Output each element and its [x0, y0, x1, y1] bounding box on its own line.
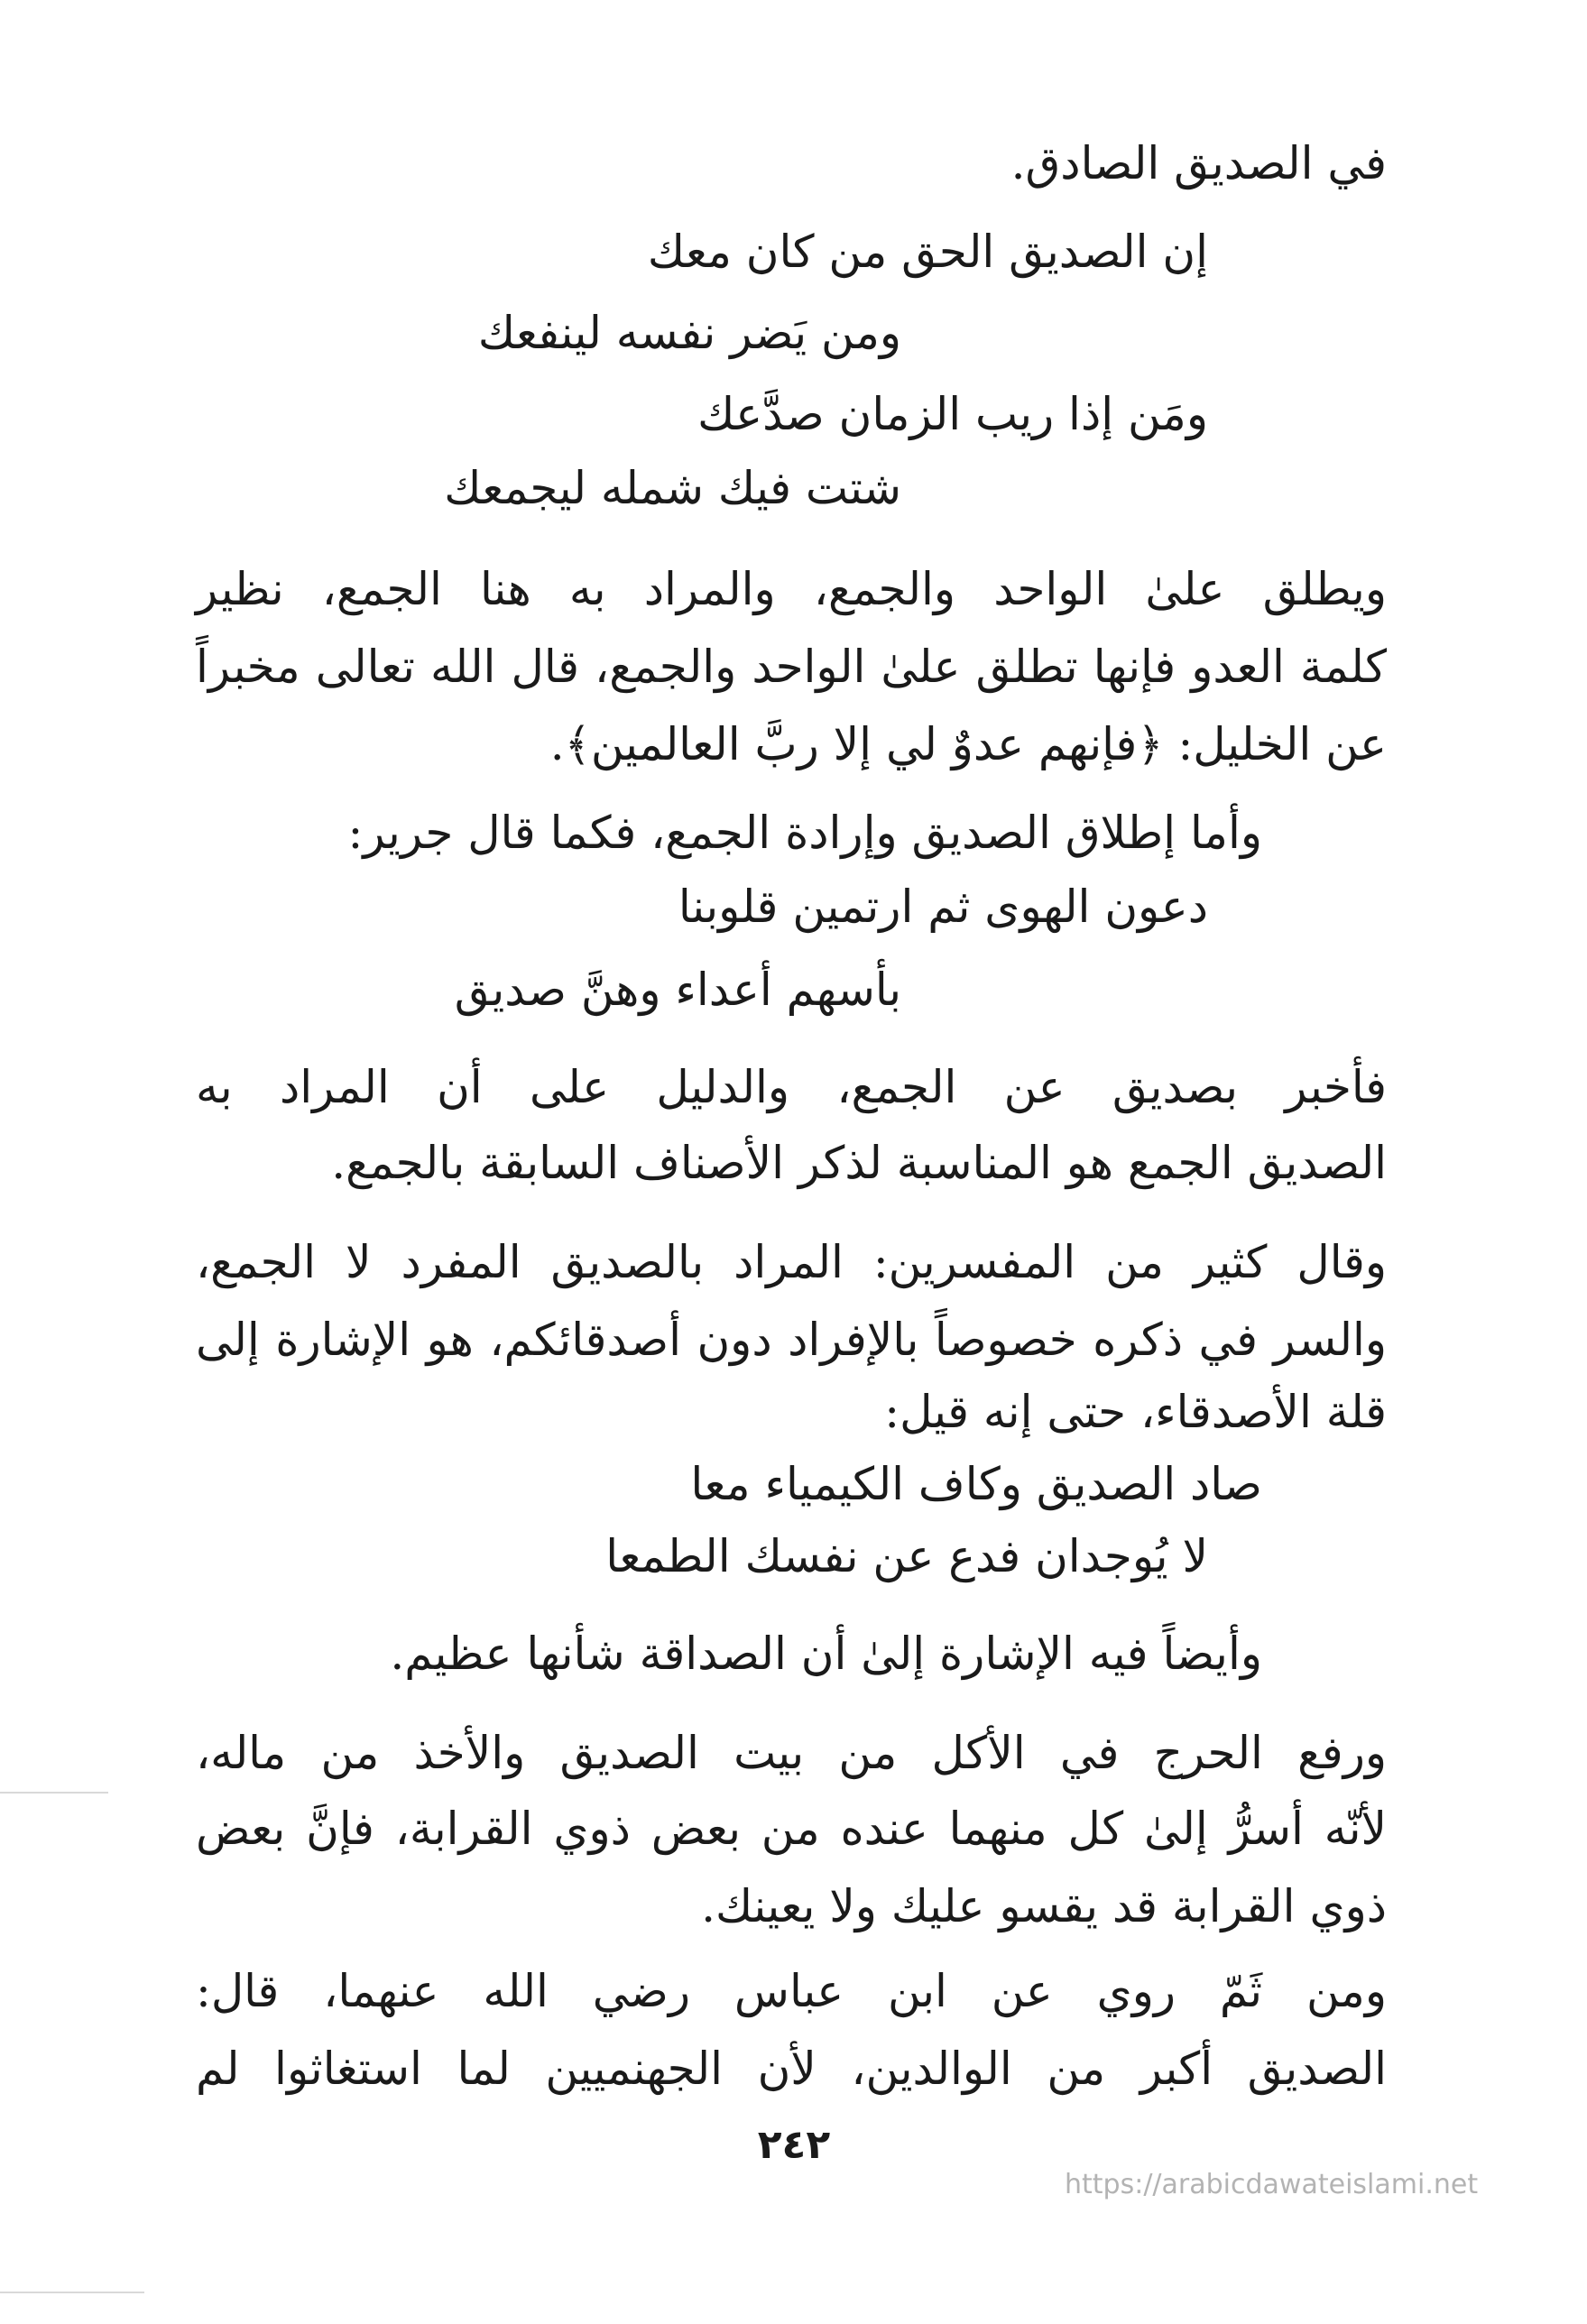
text-line: ذوي القرابة قد يقسو عليك ولا يعينك.: [701, 1880, 1387, 1932]
text-line: الصديق الجمع هو المناسبة لذكر الأصناف السابقة بالجمع.: [331, 1137, 1387, 1189]
text-line: لأنّه أسرُّ إلىٰ كل منهما عنده من بعض ذوي القرابة، فإنَّ بعض: [196, 1803, 1387, 1855]
scan-margin-mark: [0, 2292, 144, 2293]
watermark: https://arabicdawateislami.net: [1065, 2169, 1479, 2200]
verse-line: بأسهم أعداء وهنَّ صديق: [454, 964, 901, 1016]
verse-line: لا يُوجدان فدع عن نفسك الطمعا: [605, 1530, 1208, 1582]
text-line: ورفع الحرج في الأكل من بيت الصديق والأخذ من ماله،: [196, 1727, 1387, 1779]
text-line: وأما إطلاق الصديق وإرادة الجمع، فكما قال جرير:: [347, 807, 1262, 859]
text-line: فأخبر بصديق عن الجمع، والدليل على أن المراد به: [196, 1061, 1387, 1113]
verse-line: ومَن إذا ريب الزمان صدَّعك: [697, 388, 1208, 440]
text-line: وأيضاً فيه الإشارة إلىٰ أن الصداقة شأنها عظيم.: [390, 1628, 1262, 1680]
text-line: عن الخليل: ﴿فإنهم عدوٌ لي إلا ربَّ العالمين﴾.: [549, 718, 1387, 770]
scan-margin-mark: [0, 1792, 108, 1794]
verse-line: ومن يَضر نفسه لينفعك: [477, 307, 901, 359]
text-line: ويطلق علىٰ الواحد والجمع، والمراد به هنا الجمع، نظير: [196, 563, 1387, 615]
page-number: ٢٤٢: [757, 2122, 831, 2168]
text-line: الصديق أكبر من الوالدين، لأن الجهنميين لما استغاثوا لم: [196, 2043, 1387, 2095]
text-line: كلمة العدو فإنها تطلق علىٰ الواحد والجمع، قال الله تعالى مخبراً: [196, 641, 1387, 693]
text-line: وقال كثير من المفسرين: المراد بالصديق المفرد لا الجمع،: [196, 1236, 1387, 1288]
verse-line: إن الصديق الحق من كان معك: [647, 226, 1208, 278]
verse-line: شتت فيك شمله ليجمعك: [444, 462, 901, 514]
verse-line: صاد الصديق وكاف الكيمياء معا: [690, 1458, 1262, 1510]
text-line: قلة الأصدقاء، حتى إنه قيل:: [884, 1386, 1387, 1438]
verse-line: دعون الهوى ثم ارتمين قلوبنا: [678, 881, 1208, 933]
text-line: في الصديق الصادق.: [1010, 137, 1387, 189]
text-line: والسر في ذكره خصوصاً بالإفراد دون أصدقائكم، هو الإشارة إلى: [196, 1314, 1387, 1366]
text-line: ومن ثَمّ روي عن ابن عباس رضي الله عنهما، قال:: [196, 1965, 1387, 2017]
